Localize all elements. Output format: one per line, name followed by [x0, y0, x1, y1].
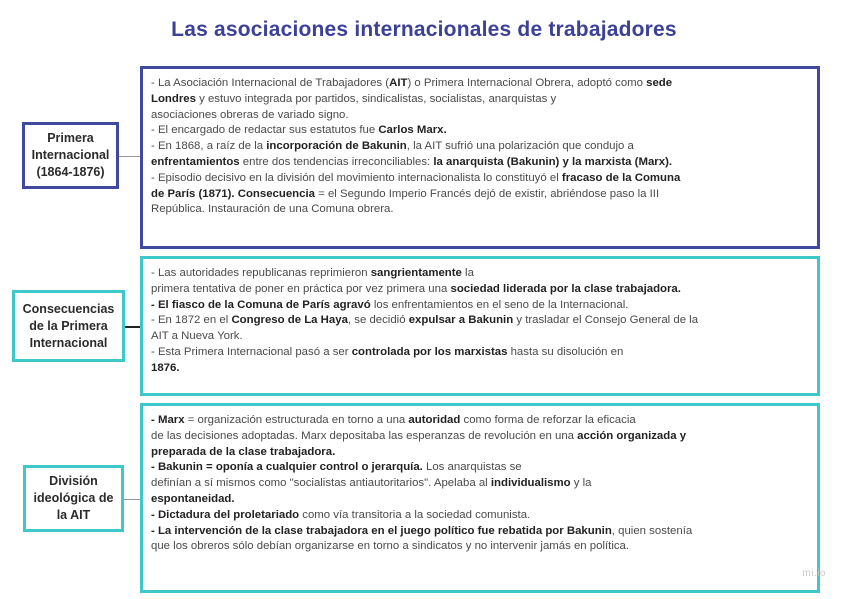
topic-division-ideologica	[23, 465, 124, 532]
card-text-line	[151, 298, 809, 314]
card-text-line	[151, 345, 809, 361]
topic-label-line: Internacional	[29, 335, 108, 350]
text: - Episodio decisivo en la división del movimiento internacionalista lo constituyó el	[151, 171, 562, 184]
topic-label-line: Internacional	[31, 148, 110, 162]
topic-label-line: Consecuencias	[22, 301, 115, 316]
card-text-line	[151, 108, 809, 124]
topic-label-line: de la Primera	[29, 318, 108, 333]
text: - Esta Primera Internacional pasó a ser	[151, 345, 352, 358]
text: la	[461, 267, 474, 279]
bold-text: Congreso de La Haya	[231, 314, 348, 327]
bold-text: controlada por los marxistas	[351, 345, 508, 358]
detail-card-primera-internacional	[140, 66, 820, 249]
bold-text: AIT	[389, 77, 408, 89]
card-text-line	[151, 508, 809, 524]
text: ) o Primera Internacional Obrera, adoptó como	[407, 77, 647, 89]
detail-card-consecuencias	[140, 256, 820, 396]
topic-label-line: Primera	[47, 131, 94, 145]
text: , quien sostenía	[611, 524, 693, 537]
text: , se decidió	[347, 314, 409, 327]
topic-primera-internacional	[22, 122, 119, 189]
text: entre dos tendencias irreconciliables:	[239, 155, 434, 168]
bold-text: individualismo	[490, 477, 571, 490]
bold-text: espontaneidad.	[151, 492, 235, 505]
bold-text: - La intervención de la clase trabajadora en el juego político fue rebatida por Bakunin	[151, 524, 612, 537]
text: = organización estructurada en torno a una	[184, 414, 409, 426]
topic-label-line: (1864-1876)	[36, 165, 105, 179]
bold-text: - Bakunin = oponía a cualquier control o jerarquía.	[151, 461, 423, 474]
text: - En 1872 en el	[151, 314, 232, 327]
bold-text: preparada de la clase trabajadora.	[151, 445, 336, 458]
text: y la	[570, 477, 592, 490]
bold-text: incorporación de Bakunin	[266, 140, 407, 153]
topic-label	[34, 473, 114, 524]
topic-label-line: ideológica de	[33, 491, 114, 505]
connector-line	[119, 156, 141, 157]
topic-label-line: División	[49, 474, 98, 488]
bold-text: Carlos Marx.	[378, 124, 447, 137]
watermark: mi.io	[802, 568, 826, 579]
text: AIT a Nueva York.	[151, 330, 243, 343]
topic-label-line: la AIT	[56, 508, 91, 522]
card-text-line	[151, 187, 809, 203]
card-text-line	[151, 361, 809, 377]
bold-text: - El fiasco de la Comuna de París agravó	[151, 298, 371, 311]
card-text-line	[151, 429, 809, 445]
card-text-line	[151, 123, 809, 139]
text: - La Asociación Internacional de Trabajadores (	[151, 77, 390, 89]
card-text-line	[151, 492, 809, 508]
connector-line	[125, 326, 141, 328]
topic-label	[23, 301, 115, 352]
bold-text: la anarquista (Bakunin) y la marxista (Marx).	[433, 155, 673, 168]
card-text-line	[151, 539, 809, 555]
card-text-line	[151, 413, 809, 429]
card-text-line	[151, 445, 809, 461]
bold-text: fracaso de la Comuna	[561, 171, 681, 184]
topic-label	[32, 130, 110, 181]
text: los enfrentamientos en el seno de la Internacional.	[370, 298, 629, 311]
bold-text: enfrentamientos	[151, 155, 240, 168]
text: República. Instauración de una Comuna obrera.	[151, 203, 394, 216]
text: Los anarquistas se	[422, 461, 522, 474]
text: definían a sí mismos como "socialistas antiautoritarios". Apelaba al	[151, 477, 491, 490]
card-text-line	[151, 92, 809, 108]
text: de las decisiones adoptadas. Marx depositaba las esperanzas de revolución en una	[151, 429, 578, 442]
text: que los obreros sólo debían organizarse en torno a sindicatos y no intervenir jamás en política.	[151, 540, 630, 553]
page-title: Las asociaciones internacionales de trabajadores	[171, 18, 677, 41]
bold-text: autoridad	[408, 414, 461, 426]
card-text-line	[151, 476, 809, 492]
card-text-line	[151, 202, 809, 218]
text: - En 1868, a raíz de la	[151, 140, 267, 153]
text: y estuvo integrada por partidos, sindicalistas, socialistas, anarquistas y	[195, 92, 557, 105]
text: , la AIT sufrió una polarización que condujo a	[406, 140, 634, 153]
card-text-line	[151, 329, 809, 345]
text: como forma de reforzar la eficacia	[460, 414, 636, 426]
card-text-line	[151, 282, 809, 298]
bold-text: 1876.	[151, 361, 180, 374]
text: hasta su disolución en	[507, 345, 624, 358]
text: primera tentativa de poner en práctica por vez primera una	[151, 282, 451, 295]
bold-text: sangrientamente	[370, 267, 462, 279]
bold-text: Londres	[151, 92, 196, 105]
bold-text: - Dictadura del proletariado	[151, 508, 300, 521]
bold-text: de París (1871). Consecuencia	[151, 187, 315, 200]
text: y trasladar el Consejo General de la	[513, 314, 699, 327]
bold-text: expulsar a Bakunin	[408, 314, 514, 327]
bold-text: sociedad liderada por la clase trabajadora.	[450, 282, 681, 295]
text: asociaciones obreras de variado signo.	[151, 108, 349, 121]
card-text-line	[151, 524, 809, 540]
card-text-line	[151, 155, 809, 171]
card-text-line	[151, 313, 809, 329]
card-text-line	[151, 139, 809, 155]
text: - El encargado de redactar sus estatutos fue	[151, 124, 379, 137]
text: como vía transitoria a la sociedad comunista.	[299, 508, 531, 521]
card-text-line	[151, 76, 809, 92]
detail-card-division-ideologica	[140, 403, 820, 593]
topic-consecuencias	[12, 290, 125, 362]
card-text-line	[151, 460, 809, 476]
bold-text: sede	[646, 77, 673, 89]
connector-line	[124, 499, 141, 500]
card-text-line	[151, 171, 809, 187]
card-text-line	[151, 266, 809, 282]
bold-text: acción organizada y	[577, 429, 687, 442]
text: - Las autoridades republicanas reprimieron	[151, 267, 371, 279]
text: = el Segundo Imperio Francés dejó de existir, abriéndose paso la III	[314, 187, 660, 200]
bold-text: - Marx	[151, 414, 185, 426]
